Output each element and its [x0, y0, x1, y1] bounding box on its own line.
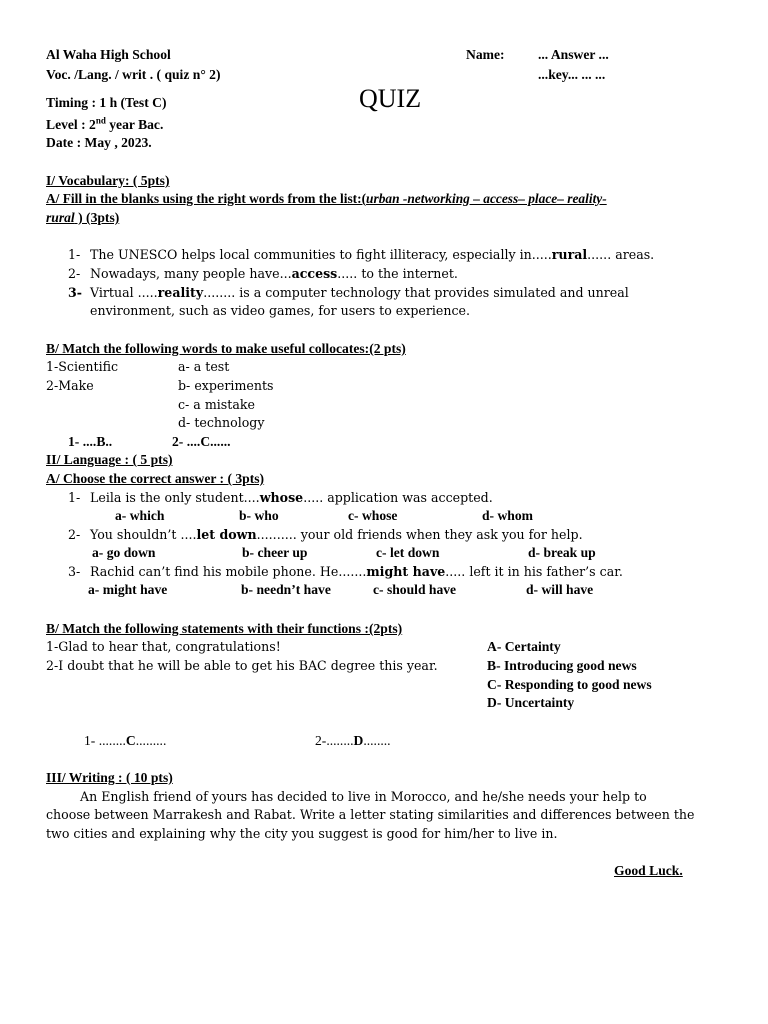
vocab-item-3-number: 3- [68, 285, 82, 300]
vocab-item-1-number: 1- [68, 247, 81, 262]
question-1: Leila is the only student....whose..... application was accepted. [90, 490, 493, 505]
name-label: Name: [466, 47, 505, 62]
function-a: A- Certainty [487, 639, 561, 654]
language-a-heading: A/ Choose the correct answer : ( 3pts) [46, 471, 265, 486]
collocate-left-2: 2-Make [46, 378, 94, 393]
question-1-number: 1- [68, 490, 81, 505]
vocab-a-heading: A/ Fill in the blanks using the right words from the list:(urban -networking – access– place– reality- [46, 191, 607, 206]
date-line: Date : May , 2023. [46, 135, 152, 150]
statement-2: 2-I doubt that he will be able to get his BAC degree this year. [46, 658, 438, 673]
question-2-option-a: a- go down [92, 545, 156, 560]
question-3-option-a: a- might have [88, 582, 168, 597]
question-1-option-d: d- whom [482, 508, 533, 523]
collocate-right-d: d- technology [178, 415, 265, 430]
question-1-option-b: b- who [239, 508, 279, 523]
question-3-option-c: c- should have [373, 582, 457, 597]
vocab-heading: I/ Vocabulary: ( 5pts) [46, 173, 170, 188]
question-2-number: 2- [68, 527, 81, 542]
writing-heading: III/ Writing : ( 10 pts) [46, 770, 173, 785]
writing-prompt-line-3: two cities and explaining why the city you suggest is good for him/her to live in. [46, 826, 558, 841]
question-2: You shouldn’t ....let down.......... your old friends when they ask you for help. [90, 527, 583, 542]
match-answer-2: 2-........D........ [315, 733, 391, 748]
writing-prompt-line-1: An English friend of yours has decided to live in Morocco, and he/she needs your help to [80, 789, 647, 804]
question-3-option-b: b- needn’t have [241, 582, 331, 597]
vocab-item-3-line2: environment, such as video games, for users to experience. [90, 303, 471, 318]
language-b-heading: B/ Match the following statements with their functions :(2pts) [46, 621, 403, 636]
subject-line: Voc. /Lang. / writ . ( quiz n° 2) [46, 67, 221, 82]
vocab-item-3: Virtual .....reality........ is a computer technology that provides simulated and unreal [90, 285, 629, 300]
question-2-option-d: d- break up [528, 545, 596, 560]
vocab-item-2-number: 2- [68, 266, 81, 281]
language-heading: II/ Language : ( 5 pts) [46, 452, 173, 467]
level-line: Level : 2nd year Bac. [46, 115, 164, 132]
function-d: D- Uncertainty [487, 695, 575, 710]
collocate-left-1: 1-Scientific [46, 359, 119, 374]
collocate-answer-1: 1- ....B.. [68, 434, 113, 449]
function-b: B- Introducing good news [487, 658, 637, 673]
function-c: C- Responding to good news [487, 677, 652, 692]
name-value-line2: ...key... ... ... [538, 67, 606, 82]
collocate-right-b: b- experiments [178, 378, 274, 393]
statement-1: 1-Glad to hear that, congratulations! [46, 639, 281, 654]
page-title: QUIZ [359, 84, 422, 113]
vocab-a-heading-line2: rural ) (3pts) [46, 210, 120, 225]
vocab-item-2: Nowadays, many people have...access..... to the internet. [90, 266, 458, 281]
school-name: Al Waha High School [46, 47, 171, 62]
name-value: ... Answer ... [538, 47, 609, 62]
collocate-answer-2: 2- ....C...... [172, 434, 231, 449]
timing-line: Timing : 1 h (Test C) [46, 95, 167, 110]
collocate-right-c: c- a mistake [178, 397, 255, 412]
question-1-option-c: c- whose [348, 508, 398, 523]
vocab-item-1: The UNESCO helps local communities to fight illiteracy, especially in.....rural...... areas. [90, 247, 655, 262]
closing-text: Good Luck. [614, 863, 683, 878]
question-2-option-c: c- let down [376, 545, 440, 560]
question-3-number: 3- [68, 564, 81, 579]
question-3: Rachid can’t find his mobile phone. He.......might have..... left it in his father’s car. [90, 564, 623, 579]
question-3-option-d: d- will have [526, 582, 594, 597]
question-1-option-a: a- which [115, 508, 165, 523]
vocab-b-heading: B/ Match the following words to make useful collocates:(2 pts) [46, 341, 406, 356]
question-2-option-b: b- cheer up [242, 545, 308, 560]
collocate-right-a: a- a test [178, 359, 230, 374]
match-answer-1: 1- ........C......... [84, 733, 167, 748]
writing-prompt-line-2: choose between Marrakesh and Rabat. Write a letter stating similarities and differences between the [46, 807, 695, 822]
